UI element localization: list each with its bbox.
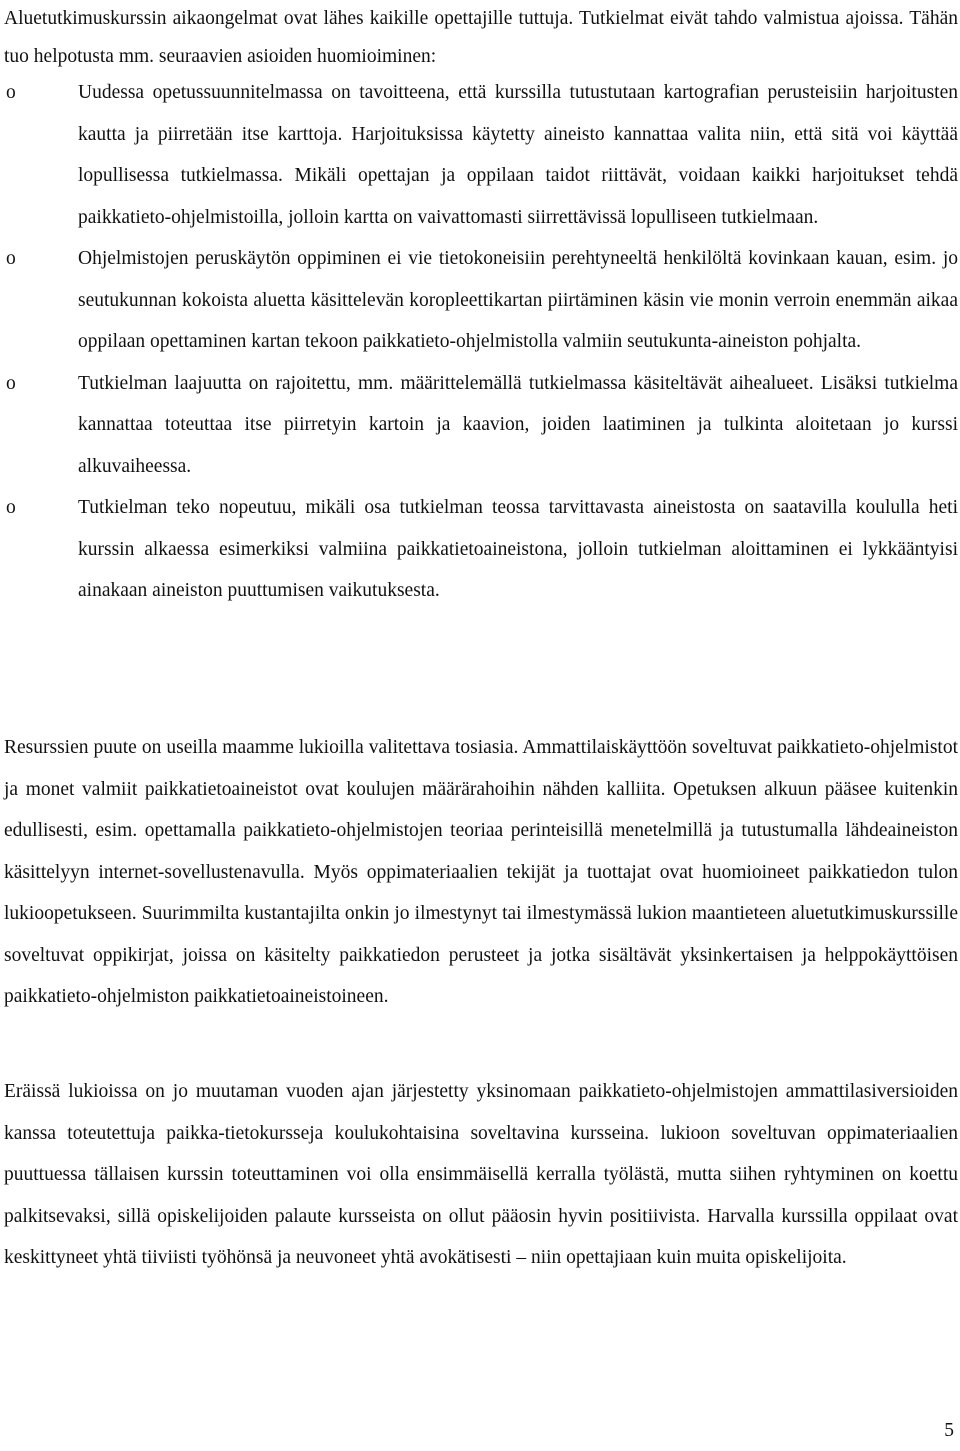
bullet-text: Tutkielman teko nopeutuu, mikäli osa tutkielman teossa tarvittavasta aineistosta on saatavilla koululla heti kurssin alkaessa esimerkiksi valmiina paikkatietoaineistona, jolloin tutkielman aloittaminen ei lykkääntyisi ainakaan aineiston puuttumisen vaikutuksesta.	[78, 497, 958, 601]
intro-paragraph: Aluetutkimuskurssin aikaongelmat ovat lähes kaikille opettajille tuttuja. Tutkielmat eivät tahdo valmistua ajoissa. Tähän tuo helpotusta mm. seuraavien asioiden huomioiminen:	[4, 8, 958, 67]
bullet-item-2	[0, 238, 958, 363]
bullet-text: Ohjelmistojen peruskäytön oppiminen ei vie tietokoneisiin perehtyneeltä henkilöltä kovinkaan kauan, esim. jo seutukunnan kokoista aluetta käsittelevän koropleettikartan piirtäminen käsin vie monin verroin enemmän aikaa oppilaan opettaminen kartan tekoon paikkatieto-ohjelmistolla valmiin seutukunta-aineiston pohjalta.	[78, 248, 958, 352]
bullet-item-4	[0, 487, 958, 612]
bullet-list	[0, 72, 958, 612]
bullet-text: Tutkielman laajuutta on rajoitettu, mm. määrittelemällä tutkielmassa käsiteltävät aihealueet. Lisäksi tutkielma kannattaa toteuttaa itse piirretyin kartoin ja kaavion, joiden laatiminen ja tulkinta aloitetaan jo kurssi alkuvaiheessa.	[78, 372, 958, 477]
bullet-marker: o	[6, 248, 16, 269]
bullet-marker: o	[6, 82, 16, 103]
bullet-marker: o	[6, 372, 16, 394]
bullet-marker: o	[6, 497, 16, 518]
page-number: 5	[944, 1420, 954, 1441]
bullet-item-3	[0, 363, 958, 488]
bullet-text: Uudessa opetussuunnitelmassa on tavoitteena, että kurssilla tutustutaan kartografian perusteisiin harjoitusten kautta ja piirretään itse karttoja. Harjoituksissa käytetty aineisto kannattaa valita niin, että sitä voi käyttää lopullisessa tutkielmassa. Mikäli opettajan ja oppilaan taidot riittävät, voidaan kaikki harjoitukset tehdä paikkatieto-ohjelmistoilla, jolloin kartta on vaivattomasti siirrettävissä lopulliseen tutkielmaan.	[78, 82, 958, 228]
resources-paragraph: Resurssien puute on useilla maamme lukioilla valitettava tosiasia. Ammattilaiskäyttöön soveltuvat paikkatieto-ohjelmistot ja monet valmiit paikkatietoaineistot ovat koulujen määrärahoihin nähden kalliita. Opetuksen alkuun pääsee kuitenkin edullisesti, esim. opettamalla paikkatieto-ohjelmistojen teoriaa perinteisillä menetelmillä ja tutustumalla lähdeaineiston käsittelyyn internet-sovellustenavulla. Myös oppimateriaalien tekijät ja tuottajat ovat huomioineet paikkatiedon tulon lukioopetukseen. Suurimmilta kustantajilta onkin jo ilmestynyt tai ilmestymässä lukion maantieteen aluetutkimuskurssille soveltuvat oppikirjat, joissa on käsitelty paikkatiedon perusteet ja jotka sisältävät yksinkertaisen ja helppokäyttöisen paikkatieto-ohjelmiston paikkatietoaineistoineen.	[4, 737, 958, 1007]
courses-paragraph: Eräissä lukioissa on jo muutaman vuoden ajan järjestetty yksinomaan paikkatieto-ohjelmistojen ammattilasiversioiden kanssa toteutettuja paikka-tietokursseja koulukohtaisina soveltavina kursseina. lukioon soveltuvan oppimateriaalien puuttuessa tällaisen kurssin toteuttaminen voi olla ensimmäisellä kerralla työlästä, mutta siihen ryhtyminen on koettu palkitsevaksi, sillä opiskelijoiden palaute kursseista on ollut pääosin hyvin positiivista. Harvalla kurssilla oppilaat ovat keskittyneet yhtä tiiviisti työhönsä ja neuvoneet yhtä avokätisesti – niin opettajiaan kuin muita opiskelijoita.	[4, 1081, 958, 1268]
bullet-item-1	[0, 72, 958, 238]
